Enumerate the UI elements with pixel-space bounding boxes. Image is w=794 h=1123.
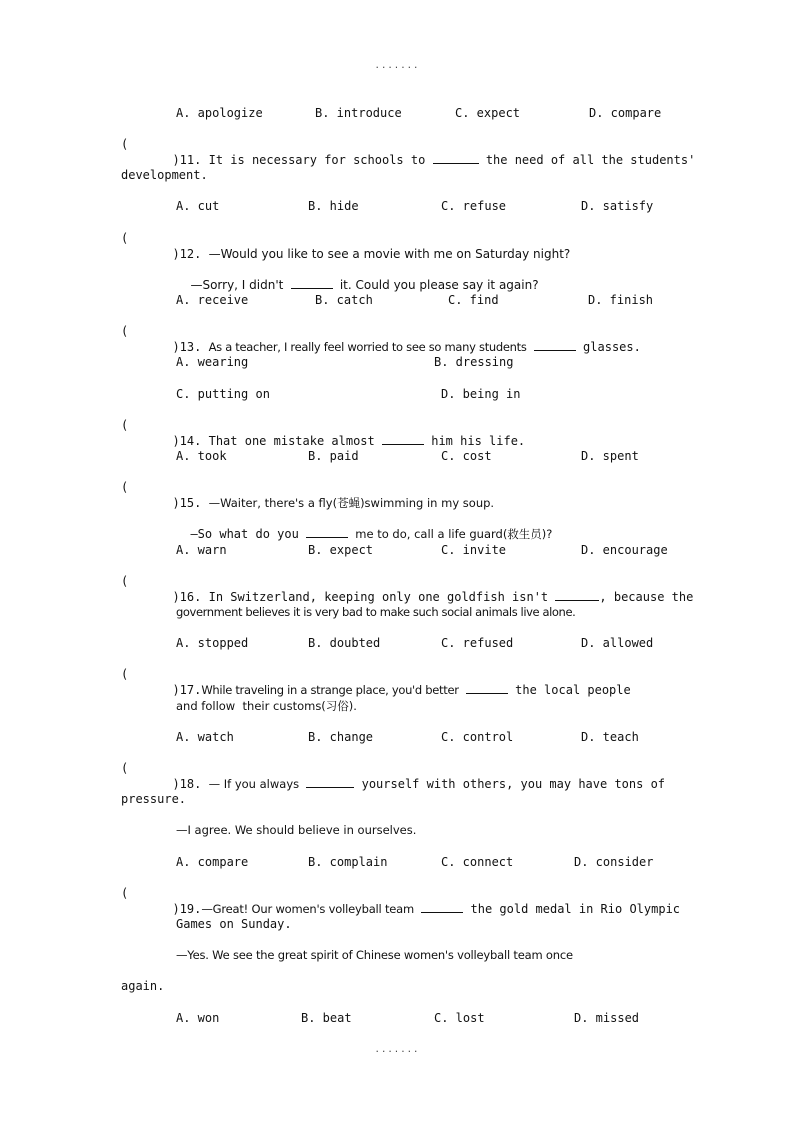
- q19-option-b: B. beat: [301, 1011, 352, 1025]
- q13-option-d: D. being in: [441, 387, 521, 401]
- q17-stem-cont: [176, 698, 357, 714]
- q15-option-c: C. invite: [441, 543, 507, 557]
- q11-option-d: D. satisfy: [581, 199, 654, 213]
- q15-answer-paren: (: [121, 480, 129, 494]
- q11-blank: [433, 152, 479, 164]
- page-header-dots: .......: [374, 61, 420, 71]
- q19-line2: [176, 947, 573, 963]
- q19-option-a: A. won: [176, 1011, 220, 1025]
- q12-answer-paren: (: [121, 231, 129, 245]
- q13-option-c: C. putting on: [176, 387, 270, 401]
- q19-line2-text: —Yes. We see the great spirit of Chinese women's volleyball team once: [176, 948, 573, 962]
- q16-text: In Switzerland, keeping only one goldfish isn't: [208, 590, 549, 604]
- q14-option-c: C. cost: [441, 449, 492, 463]
- q16-text-2: , because the: [599, 590, 694, 604]
- q12-stem: [158, 230, 571, 261]
- q16-option-d: D. allowed: [581, 636, 654, 650]
- q16-option-b: B. doubted: [308, 636, 381, 650]
- q14-option-d: D. spent: [581, 449, 639, 463]
- q16-stem: [158, 573, 694, 604]
- q19-text: —Great! Our women's volleyball team: [201, 902, 415, 916]
- q17-text-2: the local people: [515, 683, 631, 697]
- q11-stem: [158, 136, 696, 167]
- q17-blank: [466, 682, 508, 694]
- q19-answer-paren: (: [121, 886, 129, 900]
- q12-line2-a: —Sorry, I didn't: [190, 278, 284, 292]
- q15-stem: [158, 479, 495, 510]
- q15-option-d: D. encourage: [581, 543, 668, 557]
- q17-option-c: C. control: [441, 730, 514, 744]
- q19-option-c: C. lost: [434, 1011, 485, 1025]
- q16-stem-cont: [176, 604, 575, 620]
- q17-option-a: A. watch: [176, 730, 234, 744]
- q14-stem: [158, 417, 526, 448]
- q18-line2: [176, 822, 416, 838]
- q18-stem-cont: pressure.: [121, 792, 187, 806]
- q11-text-2: the need of all the students': [485, 153, 696, 167]
- q13-answer-paren: (: [121, 324, 129, 338]
- q16-number: )16.: [172, 590, 202, 604]
- q15-option-b: B. expect: [308, 543, 374, 557]
- q18-stem: [158, 760, 666, 791]
- q11-option-c: C. refuse: [441, 199, 507, 213]
- q15-blank: [306, 526, 348, 538]
- q17-option-b: B. change: [308, 730, 374, 744]
- q19-number: )19.: [172, 902, 202, 916]
- q15-line2: [176, 510, 553, 541]
- q16-answer-paren: (: [121, 574, 129, 588]
- q19-blank: [421, 901, 463, 913]
- q18-blank: [306, 776, 354, 788]
- q15-line2-a: —So what do you: [190, 527, 299, 541]
- q15-number: )15.: [172, 496, 202, 510]
- q17-text-3: and follow their customs(习俗).: [176, 699, 357, 713]
- q15-option-a: A. warn: [176, 543, 227, 557]
- q19-line3: again.: [121, 979, 165, 993]
- q13-text-2: glasses.: [583, 340, 641, 354]
- q11-answer-paren: (: [121, 137, 129, 151]
- q12-option-d: D. finish: [588, 293, 654, 307]
- q10-option-d: D. compare: [589, 106, 662, 120]
- q16-text-3: government believes it is very bad to make such social animals live alone.: [176, 605, 576, 619]
- q13-option-a: A. wearing: [176, 355, 249, 369]
- q16-option-a: A. stopped: [176, 636, 249, 650]
- q10-option-b: B. introduce: [315, 106, 402, 120]
- q19-stem: [158, 885, 681, 916]
- q12-option-a: A. receive: [176, 293, 249, 307]
- q16-option-c: C. refused: [441, 636, 514, 650]
- q11-number: )11.: [172, 153, 202, 167]
- q12-option-c: C. find: [448, 293, 499, 307]
- q14-blank: [382, 433, 424, 445]
- q17-number: )17.: [172, 683, 202, 697]
- q18-option-c: C. connect: [441, 855, 514, 869]
- page-footer-dots: .......: [374, 1045, 420, 1055]
- q12-line2: [176, 261, 539, 292]
- q19-text-2: the gold medal in Rio Olympic: [470, 902, 681, 916]
- q19-option-d: D. missed: [574, 1011, 640, 1025]
- q12-option-b: B. catch: [315, 293, 373, 307]
- q18-option-b: B. complain: [308, 855, 388, 869]
- q18-line2-text: —I agree. We should believe in ourselves.: [176, 823, 417, 837]
- q18-text-2: yourself with others, you may have tons of: [361, 777, 666, 791]
- q11-text: It is necessary for schools to: [208, 153, 426, 167]
- q17-text: While traveling in a strange place, you'd better: [201, 683, 459, 697]
- q13-stem: [158, 323, 641, 354]
- q13-blank: [534, 339, 576, 351]
- q12-line1: —Would you like to see a movie with me on Saturday night?: [208, 247, 571, 261]
- q15-line2-b: me to do, call a life guard(救生员)?: [355, 527, 553, 541]
- q18-option-a: A. compare: [176, 855, 249, 869]
- q14-number: )14.: [172, 434, 202, 448]
- q13-number: )13.: [172, 340, 202, 354]
- q17-option-d: D. teach: [581, 730, 639, 744]
- q11-option-a: A. cut: [176, 199, 220, 213]
- q14-text: That one mistake almost: [208, 434, 375, 448]
- q19-stem-cont: Games on Sunday.: [176, 917, 292, 931]
- q11-option-b: B. hide: [308, 199, 359, 213]
- q18-number: )18.: [172, 777, 202, 791]
- q18-answer-paren: (: [121, 761, 129, 775]
- q11-stem-cont: development.: [121, 168, 208, 182]
- q14-option-a: A. took: [176, 449, 227, 463]
- q14-text-2: him his life.: [431, 434, 526, 448]
- q17-answer-paren: (: [121, 667, 129, 681]
- q18-option-d: D. consider: [574, 855, 654, 869]
- q14-option-b: B. paid: [308, 449, 359, 463]
- q12-blank: [291, 277, 333, 289]
- q14-answer-paren: (: [121, 418, 129, 432]
- q16-blank: [555, 589, 599, 601]
- q18-text: — If you always: [208, 777, 300, 791]
- q13-option-b: B. dressing: [434, 355, 514, 369]
- q13-text: As a teacher, I really feel worried to see so many students: [208, 340, 527, 354]
- q15-line1: —Waiter, there's a fly(苍蝇)swimming in my soup.: [208, 496, 495, 510]
- q12-line2-b: it. Could you please say it again?: [339, 278, 539, 292]
- q10-option-c: C. expect: [455, 106, 521, 120]
- q17-stem: [158, 666, 631, 697]
- q12-number: )12.: [172, 247, 202, 261]
- q10-option-a: A. apologize: [176, 106, 263, 120]
